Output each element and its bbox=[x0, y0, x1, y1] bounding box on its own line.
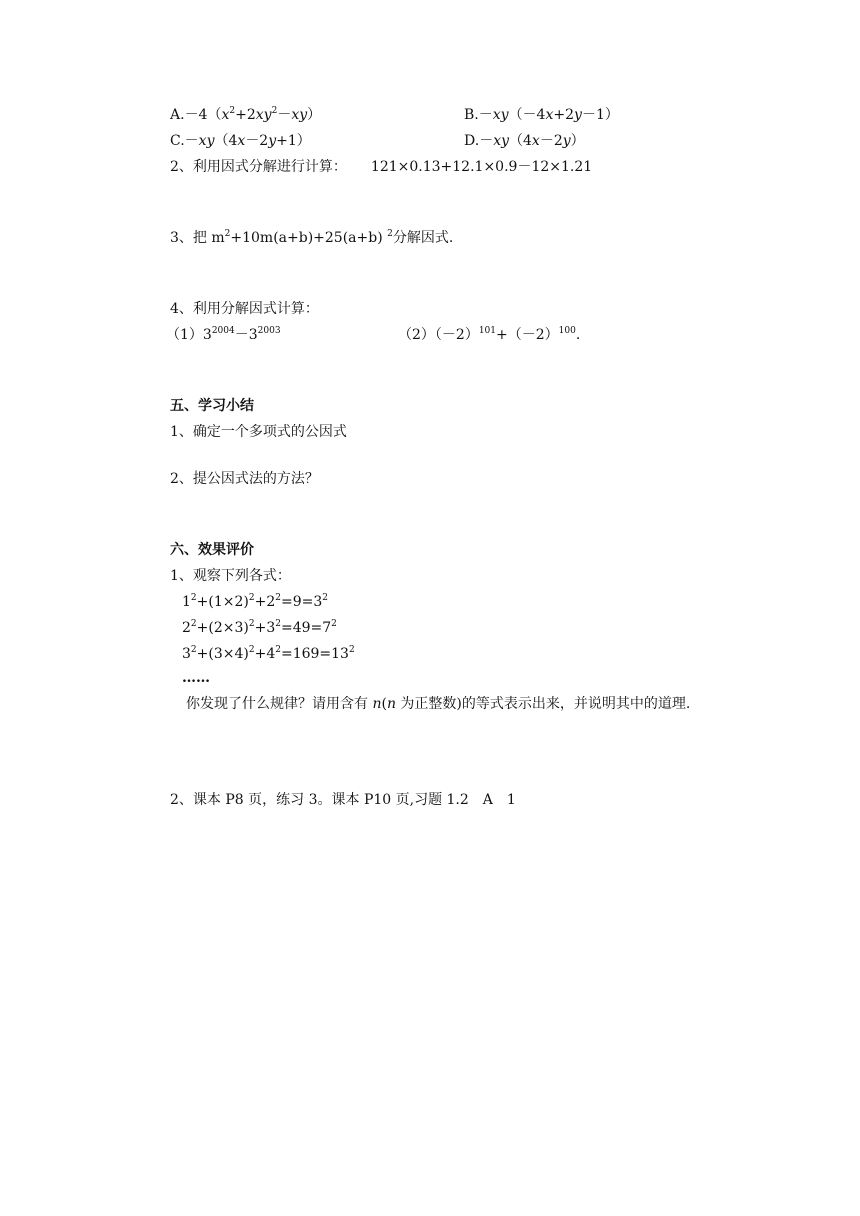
choice-text: （4 bbox=[214, 133, 238, 149]
exponent: 2 bbox=[331, 619, 337, 629]
variable: x bbox=[221, 107, 230, 123]
choice-label: B. bbox=[464, 107, 479, 123]
question-2 bbox=[170, 157, 592, 177]
equation-2 bbox=[182, 618, 337, 638]
variable: xy bbox=[255, 107, 272, 123]
exponent: 2 bbox=[275, 593, 281, 603]
choice-text: － bbox=[479, 133, 494, 149]
exponent: 2 bbox=[387, 229, 393, 239]
variable: y bbox=[268, 133, 277, 149]
choice-a bbox=[170, 105, 321, 125]
exponent: 2 bbox=[224, 229, 231, 239]
exponent: 2 bbox=[275, 619, 281, 629]
eq-term: +2 bbox=[254, 594, 276, 610]
eq-term: 3 bbox=[182, 646, 191, 662]
section-title: 六、效果评价 bbox=[170, 542, 254, 558]
section-6-question-1: 1、观察下列各式： bbox=[170, 568, 291, 584]
exponent: 2 bbox=[229, 106, 236, 116]
variable: n bbox=[372, 696, 382, 712]
exponent: 2 bbox=[271, 106, 278, 116]
question-text: （2）（－2） bbox=[398, 327, 479, 343]
question-text: 分解因式. bbox=[392, 230, 454, 246]
variable: xy bbox=[291, 107, 308, 123]
variable: xy bbox=[198, 133, 215, 149]
choice-text: －2 bbox=[539, 133, 563, 149]
pattern-prompt bbox=[186, 694, 690, 714]
exponent: 2 bbox=[248, 619, 255, 629]
exponent: 2 bbox=[348, 645, 355, 655]
choice-label: A. bbox=[170, 107, 185, 123]
variable: xy bbox=[493, 133, 509, 149]
question-3 bbox=[170, 228, 453, 248]
eq-term: 2 bbox=[182, 620, 191, 636]
variable: n bbox=[386, 696, 396, 712]
choice-d bbox=[464, 131, 585, 151]
choice-c bbox=[170, 131, 311, 151]
eq-term: +(3×4) bbox=[196, 646, 249, 662]
eq-term: =9=3 bbox=[280, 594, 323, 610]
exponent: 2 bbox=[248, 593, 255, 603]
exponent: 2004 bbox=[211, 326, 235, 336]
choice-text: －1） bbox=[581, 107, 619, 123]
exponent: 2 bbox=[190, 619, 197, 629]
question-text: 2、利用因式分解进行计算： bbox=[170, 159, 347, 175]
choice-text: －4（ bbox=[184, 107, 222, 123]
choice-label: D. bbox=[464, 133, 480, 149]
eq-term: =169=13 bbox=[280, 646, 349, 662]
variable: y bbox=[562, 133, 571, 149]
eq-term: +(2×3) bbox=[196, 620, 249, 636]
exponent: 2 bbox=[190, 593, 197, 603]
prompt-text: 为正整数)的等式表示出来，并说明其中的道理. bbox=[395, 696, 691, 712]
question-expression: 121×0.13+12.1×0.9－12×1.21 bbox=[370, 159, 593, 175]
choice-text: － bbox=[277, 107, 292, 123]
section-5-heading bbox=[170, 396, 254, 416]
ellipsis: …… bbox=[182, 670, 210, 686]
choice-label: C. bbox=[170, 133, 185, 149]
question-4-title: 4、利用分解因式计算： bbox=[170, 301, 319, 317]
exponent: 101 bbox=[478, 326, 497, 336]
question-4-part-2 bbox=[398, 325, 580, 345]
exponent: 2 bbox=[322, 593, 328, 603]
exponent: 2 bbox=[190, 645, 197, 655]
section-6-question-2: 2、课本 P8 页，练习 3。课本 P10 页,习题 1.2 A 1 bbox=[170, 792, 516, 808]
prompt-text: ( bbox=[381, 696, 387, 712]
equation-3 bbox=[182, 644, 355, 664]
exponent: 2003 bbox=[257, 326, 281, 336]
section-title: 五、学习小结 bbox=[170, 398, 254, 414]
exponent: 2 bbox=[275, 645, 281, 655]
choice-text: +2 bbox=[235, 107, 256, 123]
section-6-heading bbox=[170, 540, 254, 560]
eq-term: =49=7 bbox=[280, 620, 332, 636]
equation-1 bbox=[182, 592, 328, 612]
question-4-part-1 bbox=[166, 325, 281, 345]
choice-text: － bbox=[184, 133, 199, 149]
choice-text: +2 bbox=[553, 107, 575, 123]
eq-term: +(1×2) bbox=[196, 594, 249, 610]
prompt-text: 你发现了什么规律？请用含有 bbox=[186, 696, 373, 712]
variable: y bbox=[574, 107, 582, 123]
eq-term: +3 bbox=[254, 620, 276, 636]
exponent: 100 bbox=[558, 326, 576, 336]
variable: x bbox=[237, 133, 246, 149]
choice-text: －2 bbox=[245, 133, 269, 149]
eq-term: +4 bbox=[254, 646, 276, 662]
question-text: +（－2） bbox=[496, 327, 559, 343]
choice-text: +1） bbox=[276, 133, 311, 149]
choice-text: ） bbox=[570, 133, 585, 149]
choice-text: － bbox=[478, 107, 493, 123]
choice-text: ） bbox=[307, 107, 322, 123]
variable: x bbox=[531, 133, 540, 149]
section-5-item-1: 1、确定一个多项式的公因式 bbox=[170, 424, 347, 440]
question-text: －3 bbox=[234, 327, 258, 343]
variable: xy bbox=[492, 107, 509, 123]
section-5-item-2: 2、提公因式法的方法？ bbox=[170, 471, 319, 487]
choice-text: （－4 bbox=[508, 107, 546, 123]
question-text: （1）3 bbox=[166, 327, 212, 343]
question-text: . bbox=[575, 327, 581, 343]
exponent: 2 bbox=[248, 645, 255, 655]
choice-b bbox=[464, 105, 619, 125]
question-text: 3、把 m bbox=[170, 230, 225, 246]
variable: x bbox=[545, 107, 554, 123]
question-text: +10m(a+b)+25(a+b) bbox=[230, 230, 383, 246]
choice-text: （4 bbox=[509, 133, 532, 149]
eq-term: 1 bbox=[182, 594, 191, 610]
